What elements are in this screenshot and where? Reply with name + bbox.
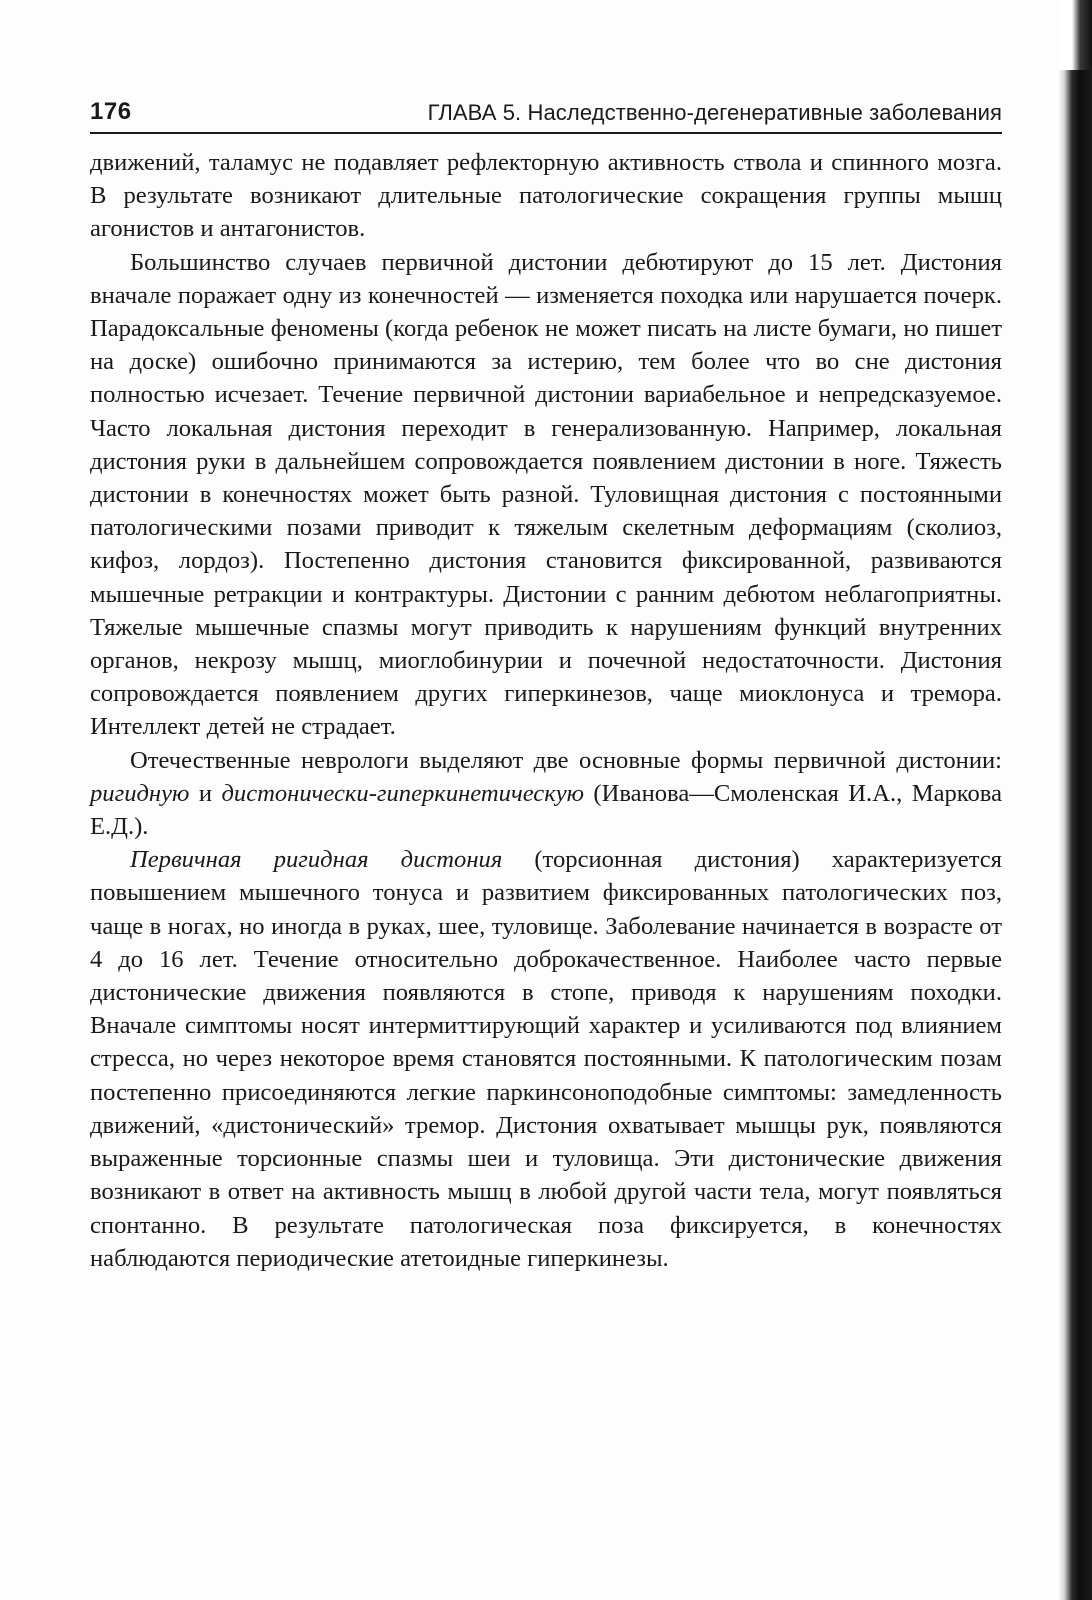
page-binding-edge-top	[1058, 0, 1092, 70]
page-header	[90, 96, 1002, 134]
term-primary-rigid-dystonia: Первичная ригидная дистония	[130, 846, 503, 874]
paragraph-3	[90, 744, 1002, 844]
paragraph-3-start: Отечественные неврологи выделяют две основные формы первичной дистонии:	[130, 746, 1002, 774]
paragraph-4-rest: (торсионная дистония) характеризуется повышением мышечного тонуса и развитием фиксированных патологических поз, чаще в ногах, но иногда в руках, шее, туловище. Заболевание начинается в возрасте от 4 до 16 лет. Течение относительно доброкачественное. Наиболее часто первые дистонические движения появляются в стопе, приводя к нарушениям походки. Вначале симптомы носят интермиттирующий характер и усиливаются под влиянием стресса, но через некоторое время становятся постоянными. К патологическим позам постепенно присоединяются легкие паркинсоноподобные симптомы: замедленность движений, «дистонический» тремор. Дистония охватывает мышцы рук, появляются выраженные торсионные спазмы шеи и туловища. Эти дистонические движения возникают в ответ на активность мышц в любой другой части тела, могут появляться спонтанно. В результате патологическая поза фиксируется, в конечностях наблюдаются периодические атетоидные гиперкинезы.	[90, 846, 1002, 1272]
page-number: 176	[90, 98, 132, 125]
page-binding-edge	[1058, 0, 1092, 1600]
paragraph-1: движений, таламус не подавляет рефлекторную активность ствола и спинного мозга. В результате возникают длительные патологические сокращения группы мышц агонистов и антагонистов.	[90, 149, 1002, 243]
paragraph-2: Большинство случаев первичной дистонии дебютируют до 15 лет. Дистония вначале поражает одну из конечностей — изменяется походка или нарушается почерк. Парадоксальные феномены (когда ребенок не может писать на листе бумаги, но пишет на доске) ошибочно принимаются за истерию, тем более что во сне дистония полностью исчезает. Течение первичной дистонии вариабельное и непредсказуемое. Часто локальная дистония переходит в генерализованную. Например, локальная дистония руки в дальнейшем сопровождается появлением дистонии в ноге. Тяжесть дистонии в конечностях может быть разной. Туловищная дистония с постоянными патологическими позами приводит к тяжелым скелетным деформациям (сколиоз, кифоз, лордоз). Постепенно дистония становится фиксированной, развиваются мышечные ретракции и контрактуры. Дистонии с ранним дебютом неблагоприятны. Тяжелые мышечные спазмы могут приводить к нарушениям функций внутренних органов, некрозу мышц, миоглобинурии и почечной недостаточности. Дистония сопровождается появлением других гиперкинезов, чаще миоклонуса и тремора. Интеллект детей не страдает.	[90, 248, 1002, 741]
paragraph-3-end: (Иванова—Смоленская И.А., Маркова Е.Д.).	[90, 779, 1002, 841]
paragraph-4	[90, 843, 1002, 1275]
term-dystonic-hyperkinetic: дистонически-гиперкинетическую	[221, 779, 584, 807]
body-text	[90, 146, 1002, 1275]
term-rigid: ригидную	[90, 779, 190, 807]
running-head: ГЛАВА 5. Наследственно-дегенеративные заболевания	[427, 100, 1002, 125]
paragraph-3-mid: и	[189, 779, 222, 807]
